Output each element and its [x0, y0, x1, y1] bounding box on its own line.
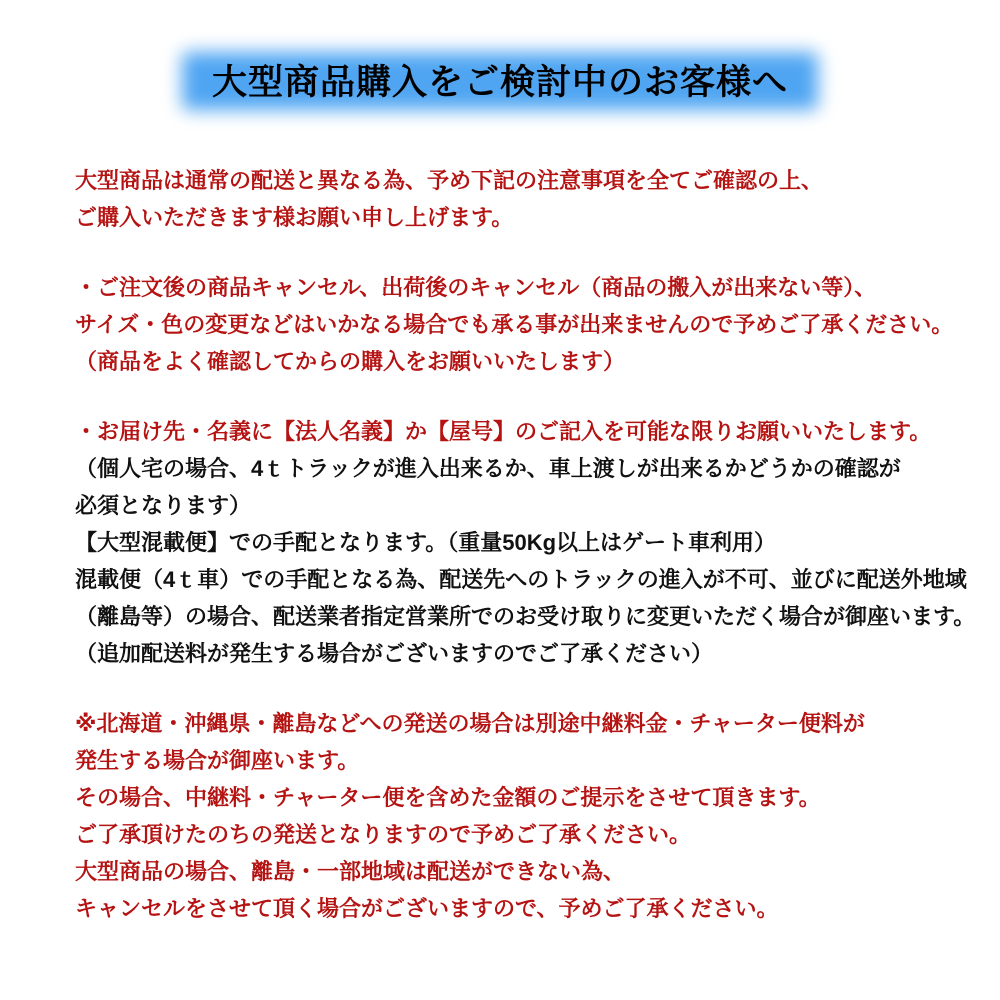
notice-paragraph: [75, 413, 980, 672]
text-line: 【大型混載便】での手配となります。（重量50Kg以上はゲート車利用）: [75, 530, 777, 555]
text-line: サイズ・色の変更などはいかなる場合でも承る事が出来ませんので予めご了承ください。: [75, 312, 954, 337]
text-line: 大型商品の場合、離島・一部地域は配送ができない為、: [75, 859, 626, 884]
text-line: ・ご注文後の商品キャンセル、出荷後のキャンセル（商品の搬入が出来ない等）、: [75, 275, 877, 300]
notice-paragraph: [75, 162, 980, 236]
text-line: ご了承頂けたのちの発送となりますので予めご了承ください。: [75, 822, 692, 847]
title-band: [182, 50, 818, 112]
text-line: （商品をよく確認してからの購入をお願いいたします）: [75, 349, 626, 374]
text-line: ご購入いただきます様お願い申し上げます。: [75, 205, 514, 230]
text-line: ※北海道・沖縄県・離島などへの発送の場合は別途中継料金・チャーター便料が: [75, 711, 865, 736]
notice-paragraph: [75, 705, 980, 927]
notice-body: [75, 162, 980, 927]
text-line: ・お届け先・名義に【法人名義】か【屋号】のご記入を可能な限りお願いいたします。: [75, 419, 932, 444]
text-line: 発生する場合が御座います。: [75, 748, 360, 773]
text-line: （離島等）の場合、配送業者指定営業所でのお受け取りに変更いただく場合が御座います。: [75, 604, 976, 629]
text-line: （追加配送料が発生する場合がございますのでご了承ください）: [75, 641, 714, 666]
title-banner: [0, 0, 1000, 112]
text-line: 必須となります）: [75, 493, 252, 518]
text-line: 混載便（4ｔ車）での手配となる為、配送先へのトラックの進入が不可、並びに配送外地域: [75, 567, 967, 592]
text-line: キャンセルをさせて頂く場合がございますので、予めご了承ください。: [75, 896, 779, 921]
text-line: 大型商品は通常の配送と異なる為、予め下記の注意事項を全てご確認の上、: [75, 168, 824, 193]
page-title: 大型商品購入をご検討中のお客様へ: [211, 63, 788, 102]
text-line: その場合、中継料・チャーター便を含めた金額のご提示をさせて頂きます。: [75, 785, 821, 810]
notice-paragraph: [75, 269, 980, 380]
text-line: （個人宅の場合、4ｔトラックが進入出来るか、車上渡しが出来るかどうかの確認が: [75, 456, 901, 481]
